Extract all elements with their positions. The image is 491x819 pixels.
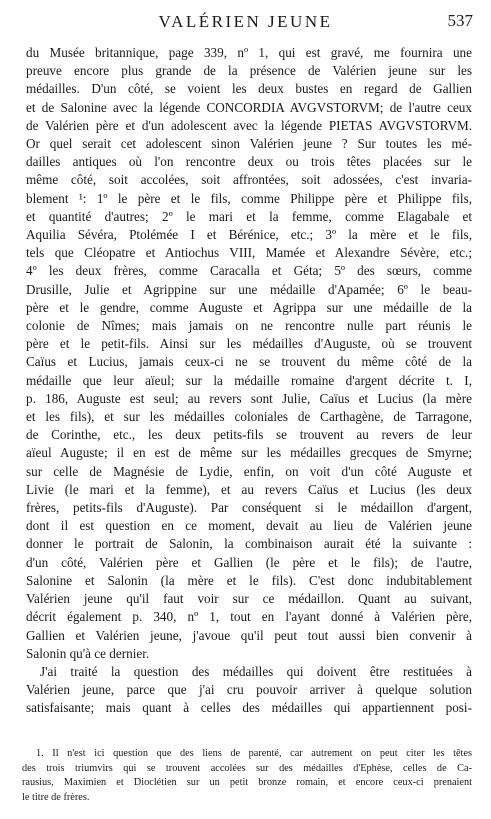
body-line: aïeul Auguste; il en est de même sur les médailles grecques de Smyrne;: [26, 445, 472, 461]
body-line: frères, petits-fils d'Auguste). Par conséquent si le médaillon d'argent,: [26, 500, 472, 516]
body-line: colonie de Nîmes; mais jamais on ne rencontre nulle part réunis le: [26, 318, 472, 334]
body-line: de Valérien père et d'un adolescent avec la légende PIETAS AVGVSTORVM.: [26, 117, 472, 133]
body-line: Valérien jeune qu'il faut voir sur ce médaillon. Quant au suivant,: [26, 591, 472, 607]
body-line: Drusille, Julie et Agrippine sur une médaille d'Apamée; 6º le beau-: [26, 281, 472, 297]
body-line: père et le gendre, comme Auguste et Agrippa sur une médaille de la: [26, 299, 472, 315]
body-line: dailles antiques où l'on rencontre deux ou trois têtes placées sur le: [26, 154, 472, 170]
paragraph-end-line: Salonin qu'à ce dernier.: [26, 645, 150, 661]
body-line: et les fils), et sur les médailles coloniales de Carthagène, de Tarragone,: [26, 409, 472, 425]
body-line: décrit également p. 340, nº 1, tout en l'ayant donné à Valérien père,: [26, 609, 472, 625]
body-line: tels que Cléopatre et Antiochus VIII, Mamée et Alexandre Sévère, etc.;: [26, 245, 472, 261]
body-line: même côté, soit accolées, soit affrontées, soit adossées, c'est invaria-: [26, 172, 472, 188]
body-line: Aquilia Sévéra, Ptolémée I et Bérénice, etc.; 3º la mère et le fils,: [26, 227, 472, 243]
footnote: [22, 747, 472, 805]
body-line: sur celle de Magnésie de Lydie, enfin, on voit d'un côté Auguste et: [26, 463, 472, 479]
footnote-line: rausius, Maximien et Dioclétien sur un petit bronze romain, et encore ceux-ci prenaient: [22, 777, 472, 788]
page-number: 537: [447, 11, 473, 30]
body-line: et quantité d'autres; 2º le mari et la femme, comme Elagabale et: [26, 208, 472, 224]
body-line: et de Salonine avec la légende CONCORDIA AVGVSTORVM; de l'autre ceux: [26, 99, 472, 115]
body-text: [26, 44, 472, 718]
running-head: [0, 8, 491, 34]
body-line: Salonine et Salonin (la mère et le fils). C'est donc indubitablement: [26, 572, 472, 588]
body-line: satisfaisante; mais quant à celles des médailles qui appartiennent posi-: [26, 700, 472, 716]
body-line: 4º les deux frères, comme Caracalla et Géta; 5º des sœurs, comme: [26, 263, 472, 279]
body-line: Caïus et Lucius, jamais ceux-ci ne se trouvent du même côté de la: [26, 354, 472, 370]
body-line: donner le portrait de Salonin, la combinaison aurait été la suivante :: [26, 536, 472, 552]
body-line: dont il est question en ce moment, devait au lieu de Valérien jeune: [26, 518, 472, 534]
footnote-line: 1. Il n'est ici question que des liens de parenté, car autrement on peut citer les têtes: [36, 748, 472, 759]
footnote-line: des trois triumvirs qui se trouvent accolées sur des médailles d'Ephèse, celles de Ca-: [22, 762, 472, 774]
body-line: p. 186, Auguste est seul; au revers sont Julie, Caïus et Lucius (la mère: [26, 390, 472, 406]
paragraph-start-line: J'ai traité la question des médailles qui doivent être restituées à: [40, 663, 472, 679]
body-line: père et le petit-fils. Ainsi sur les médailles d'Auguste, où se trouvent: [26, 336, 472, 352]
body-line: Or quel serait cet adolescent sinon Valérien jeune ? Sur toutes les mé-: [26, 136, 472, 152]
body-line: Gallien et Valérien jeune, j'avoue qu'il peut tout aussi bien convenir à: [26, 627, 472, 643]
body-line: du Musée britannique, page 339, nº 1, qui est gravé, me fournira une: [26, 45, 472, 60]
footnote-line: le titre de frères.: [22, 791, 90, 803]
page-title: VALÉRIEN JEUNE: [158, 12, 333, 31]
body-line: Valérien jeune, parce que j'ai cru pouvoir arriver à quelque solution: [26, 682, 472, 698]
body-line: blement ¹: 1º le père et le fils, comme Philippe père et Philippe fils,: [26, 190, 472, 206]
body-line: médailles. D'un côté, se voient les deux bustes en regard de Gallien: [26, 81, 472, 97]
body-line: médaille que leur aïeul; sur la médaille romaine d'argent décrite t. I,: [26, 372, 472, 388]
body-line: Livie (le mari et la femme), et au revers Caïus et Lucius (les deux: [26, 481, 472, 497]
body-line: preuve encore plus grande de la présence de Valérien jeune sur les: [26, 63, 472, 79]
body-line: de Corinthe, etc., les deux petits-fils se trouvent au revers de leur: [26, 427, 472, 443]
body-line: d'un côté, Valérien père et Gallien (le père et le fils); de l'autre,: [26, 554, 472, 570]
